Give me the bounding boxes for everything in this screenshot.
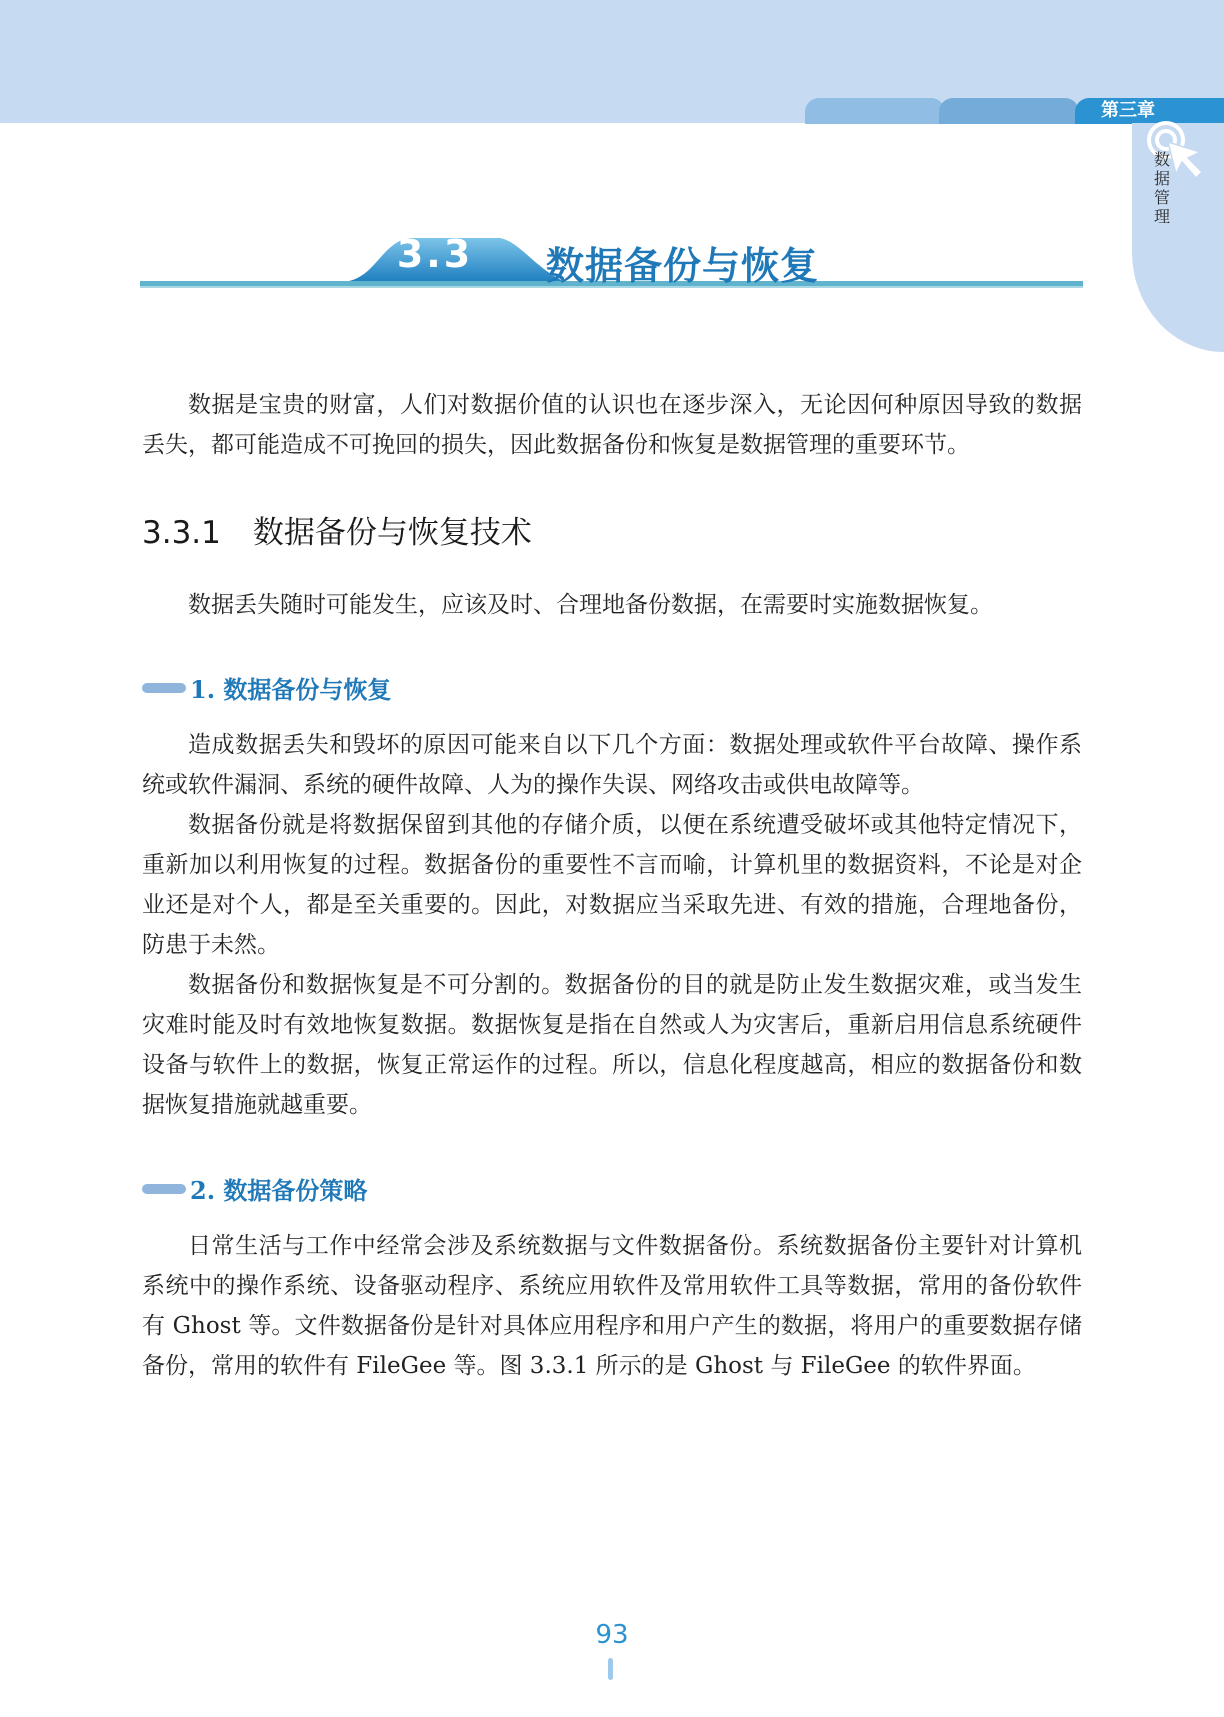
subsection-lead: 数据丢失随时可能发生，应该及时、合理地备份数据，在需要时实施数据恢复。 [188, 592, 993, 618]
page-number: 93 [595, 1620, 629, 1650]
paragraph: 日常生活与工作中经常会涉及系统数据与文件数据备份。系统数据备份主要针对计算机系统中的操作系统、设备驱动程序、系统应用软件及常用软件工具等数据，常用的备份软件有 Ghost 等。文件数据备份是针对具体应用程序和用户产生的数据，将用户的重要数据存储备份，常用的软件有 FileGee 等。图 3.3.1 所示的是 Ghost 与 FileGee 的软件界面。 [142, 1233, 1082, 1379]
heading-bar [142, 1184, 186, 1194]
heading-bar [142, 683, 186, 693]
chapter-tab: 第三章 [1075, 98, 1224, 124]
subsection-heading [142, 507, 532, 552]
part1-heading: 1. 数据备份与恢复 [142, 670, 391, 705]
subsection-number: 3.3.1 [142, 515, 221, 551]
subsection-title: 数据备份与恢复技术 [252, 515, 532, 551]
paragraph: 数据备份和数据恢复是不可分割的。数据备份的目的就是防止发生数据灾难，或当发生灾难时能及时有效地恢复数据。数据恢复是指在自然或人为灾害后，重新启用信息系统硬件设备与软件上的数据，恢复正常运作的过程。所以，信息化程度越高，相应的数据备份和数据恢复措施就越重要。 [142, 972, 1082, 1118]
paragraph: 数据备份就是将数据保留到其他的存储介质，以便在系统遭受破坏或其他特定情况下，重新加以利用恢复的过程。数据备份的重要性不言而喻，计算机里的数据资料，不论是对企业还是对个人，都是至关重要的。因此，对数据应当采取先进、有效的措施，合理地备份，防患于未然。 [142, 812, 1082, 958]
part2-heading: 2. 数据备份策略 [142, 1171, 367, 1206]
intro-paragraph: 数据是宝贵的财富，人们对数据价值的认识也在逐步深入，无论因何种原因导致的数据丢失，都可能造成不可挽回的损失，因此数据备份和恢复是数据管理的重要环节。 [142, 392, 1082, 458]
part2-body [142, 1226, 1082, 1386]
part1-body [142, 725, 1082, 1125]
page-marker [608, 1658, 613, 1680]
chapter-tab-decor [939, 98, 1079, 124]
section-title: 数据备份与恢复 [546, 244, 820, 288]
section-number: 3.3 [396, 232, 474, 276]
chapter-tab-decor [805, 98, 945, 124]
paragraph: 造成数据丢失和毁坏的原因可能来自以下几个方面：数据处理或软件平台故障、操作系统或软件漏洞、系统的硬件故障、人为的操作失误、网络攻击或供电故障等。 [142, 732, 1082, 798]
side-label: 数据管理 [1153, 150, 1170, 226]
